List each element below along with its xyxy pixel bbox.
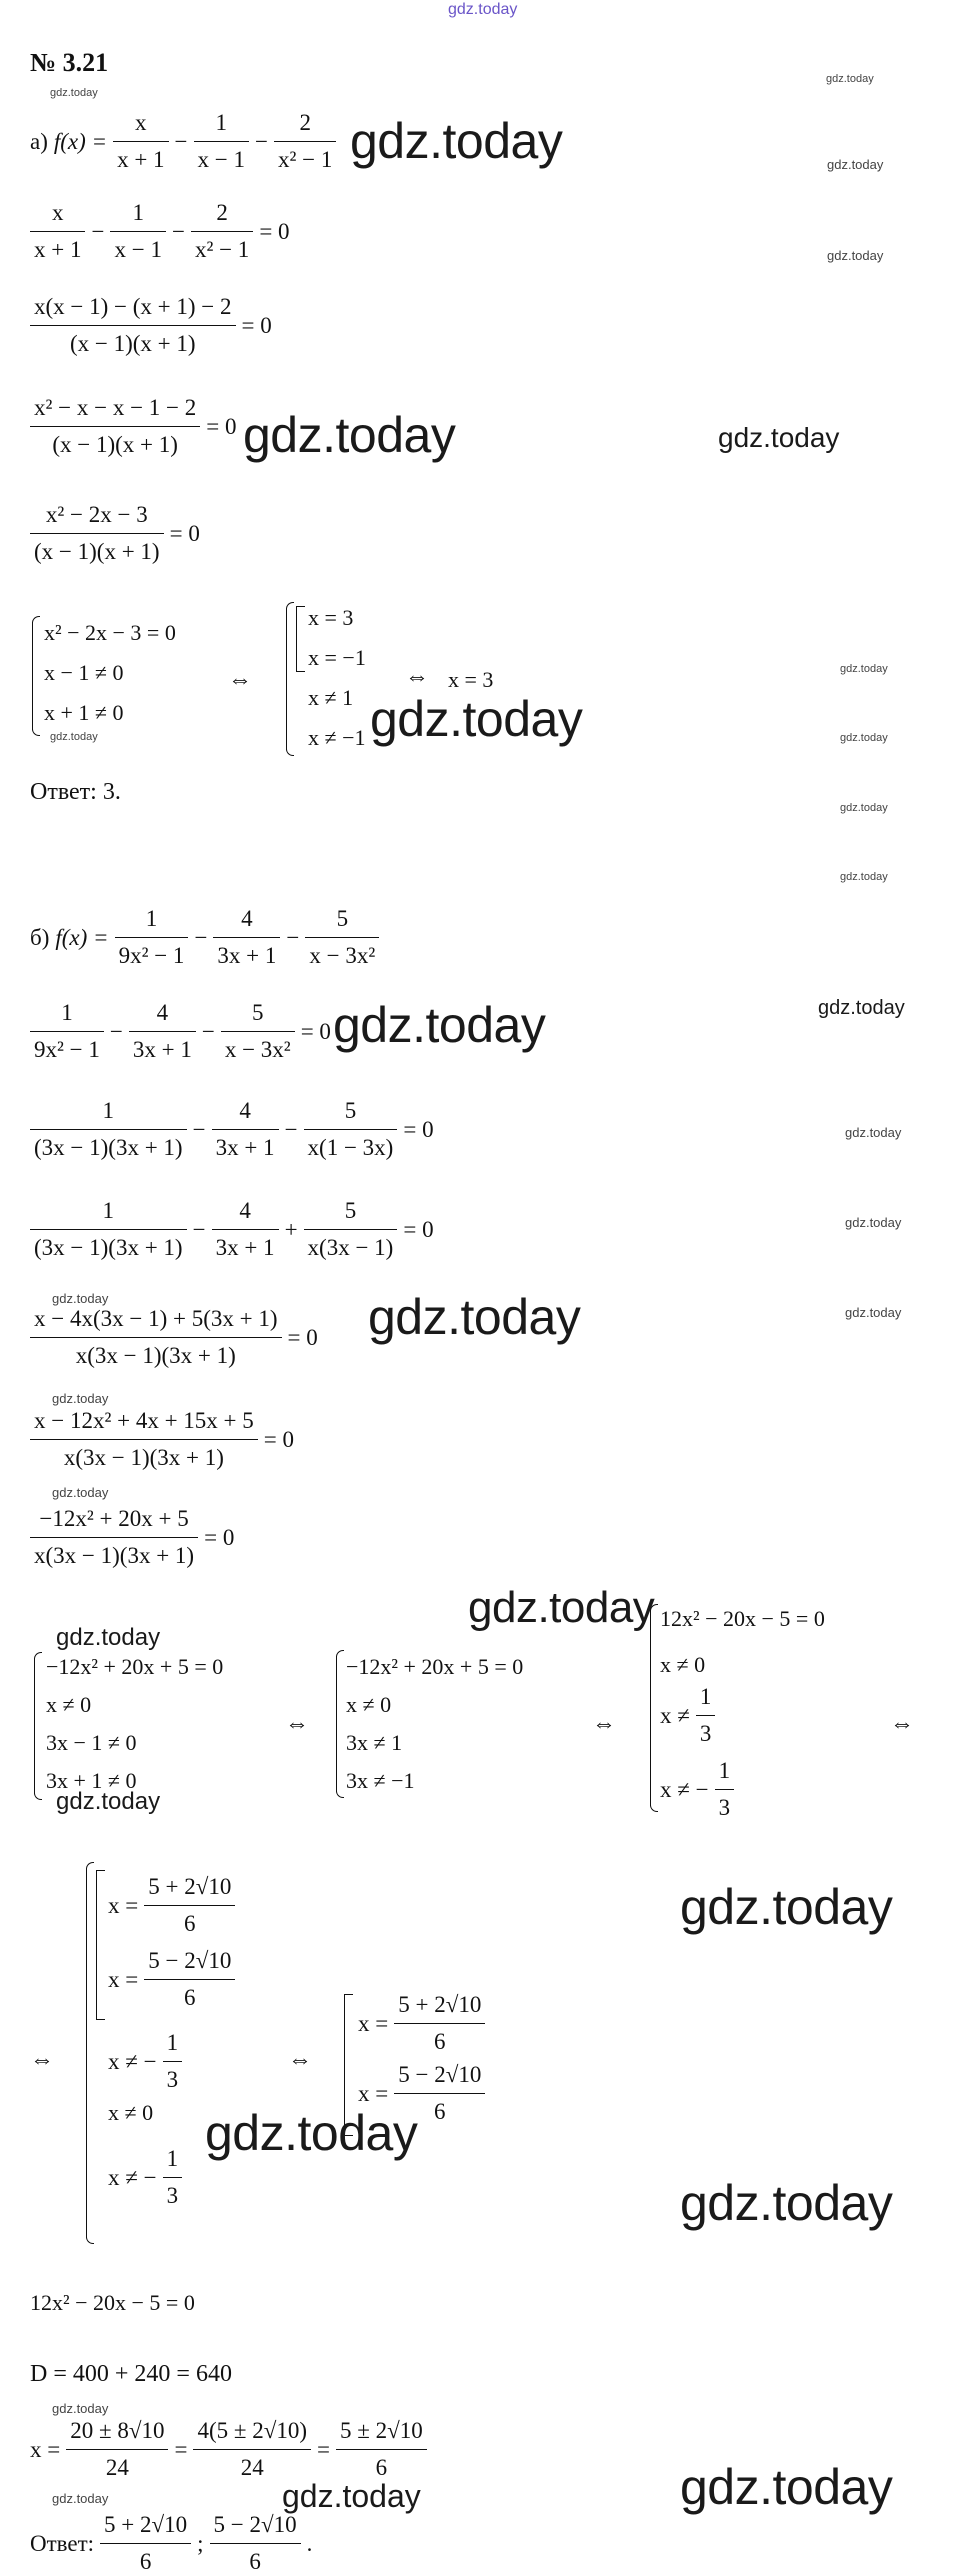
fraction: $\frac{1}{x - 1}$: [194, 110, 249, 173]
collection-bracket: [96, 1870, 105, 2020]
watermark-large: gdz.today: [680, 2459, 893, 2515]
watermark-large: gdz.today: [205, 2105, 418, 2161]
watermark: gdz.today: [52, 2401, 109, 2416]
part-b-step5: $\frac{\text{x − 12x² + 4x + 15x + 5}}{x(3x - 1)(3x + 1)}$ = 0: [30, 1408, 294, 1471]
answer-a: Ответ: 3.: [30, 779, 121, 805]
watermark: gdz.today: [840, 802, 888, 814]
watermark-large: gdz.today: [368, 1289, 581, 1345]
part-a-function: а) f(x) = $\frac{x}{x + 1}$ − $\frac{1}{x - 1}$ − $\frac{2}{\text{x² − 1}}$: [30, 110, 336, 173]
watermark: gdz.today: [840, 663, 888, 675]
watermark-large: gdz.today: [680, 2175, 893, 2231]
watermark-large: gdz.today: [350, 113, 563, 169]
watermark-large: gdz.today: [243, 407, 456, 463]
system-brace: [336, 1656, 337, 1792]
part-b-step2: $\frac{1}{(3x - 1)(3x + 1)}$ − $\frac{4}{3x + 1}$ − $\frac{5}{x(1 - 3x)}$ = 0: [30, 1098, 434, 1161]
collection-bracket: [296, 606, 305, 672]
part-a-equation: $\frac{x}{x + 1}$ − $\frac{1}{x - 1}$ − $\frac{2}{\text{x² − 1}}$ = 0: [30, 200, 290, 263]
watermark: gdz.today: [818, 997, 905, 1019]
condition: x ≠ − $\frac{1}{3}$: [108, 2146, 182, 2209]
discriminant: D = 400 + 240 = 640: [30, 2361, 232, 2387]
system-line: x² − 2x − 3 = 0: [44, 620, 176, 645]
system-brace: [32, 622, 33, 730]
root: x = $\frac{5 - 2√10}{6}$: [108, 1948, 235, 2011]
system-line: x − 1 ≠ 0: [44, 660, 124, 685]
root: x = $\frac{5 - 2√10}{6}$: [358, 2062, 485, 2125]
part-a-step2: $\frac{x(x - 1) - (x + 1) - 2}{(x - 1)(x + 1)}$ = 0: [30, 294, 272, 357]
watermark-large: gdz.today: [370, 691, 583, 747]
equivalence-arrow: ⇔: [228, 667, 252, 693]
watermark: gdz.today: [840, 732, 888, 744]
problem-title: № 3.21: [30, 48, 109, 77]
system-brace: [86, 1868, 87, 2238]
root: x = $\frac{5 + 2√10}{6}$: [108, 1874, 235, 1937]
watermark: gdz.today: [827, 248, 884, 263]
root-formula: x = $\frac{20 \pm 8√10}{24}$ = $\frac{4(5 \pm 2√10)}{24}$ = $\frac{5 \pm 2√10}{6}$: [30, 2418, 427, 2481]
watermark: gdz.today: [52, 1391, 109, 1406]
watermark: gdz.today: [52, 2491, 109, 2506]
watermark: gdz.today: [52, 1291, 109, 1306]
system-brace: [286, 608, 287, 750]
system-brace: [650, 1610, 651, 1806]
part-a-label: а): [30, 128, 48, 154]
quadratic: 12x² − 20x − 5 = 0: [30, 2290, 195, 2315]
fx-label: f(x) =: [53, 128, 108, 154]
watermark: gdz.today: [845, 1215, 902, 1230]
part-b-step6: $\frac{\text{−12x² + 20x + 5}}{x(3x - 1)(3x + 1)}$ = 0: [30, 1506, 234, 1569]
fraction: $\frac{2}{\text{x² − 1}}$: [274, 110, 336, 173]
condition: x ≠ − $\frac{1}{3}$: [108, 2030, 182, 2093]
watermark: gdz.today: [50, 87, 98, 99]
part-b-step3: $\frac{1}{(3x - 1)(3x + 1)}$ − $\frac{4}{3x + 1}$ + $\frac{5}{x(3x - 1)}$ = 0: [30, 1198, 434, 1261]
watermark: gdz.today: [56, 1624, 161, 1651]
fraction: $\frac{x}{x + 1}$: [113, 110, 168, 173]
top-watermark[interactable]: gdz.today: [448, 1, 518, 18]
part-a-step4: $\frac{\text{x² − 2x − 3}}{(x - 1)(x + 1)}$ = 0: [30, 502, 200, 565]
system-line: x + 1 ≠ 0: [44, 700, 124, 725]
part-a-step3: $\frac{\text{x² − x − x − 1 − 2}}{(x - 1)(x + 1)}$ = 0: [30, 395, 237, 458]
watermark: gdz.today: [50, 731, 98, 743]
watermark: gdz.today: [718, 422, 840, 453]
watermark: gdz.today: [845, 1305, 902, 1320]
watermark: gdz.today: [826, 73, 874, 85]
watermark: gdz.today: [827, 157, 884, 172]
watermark-large: gdz.today: [680, 1879, 893, 1935]
part-b-function: б) f(x) = $\frac{1}{\text{9x² − 1}}$ − $\frac{4}{3x + 1}$ − $\frac{5}{\text{x − 3x²}}$: [30, 906, 379, 969]
result: x = 3: [448, 667, 494, 692]
root: x = $\frac{5 + 2√10}{6}$: [358, 1992, 485, 2055]
part-b-equation: $\frac{1}{\text{9x² − 1}}$ − $\frac{4}{3x + 1}$ − $\frac{5}{\text{x − 3x²}}$ = 0: [30, 1000, 331, 1063]
watermark: gdz.today: [845, 1125, 902, 1140]
condition: x ≠ $\frac{1}{3}$: [660, 1684, 715, 1747]
answer-b: Ответ: $\frac{5 + 2√10}{6}$ ; $\frac{5 - 2√10}{6}$ .: [30, 2512, 313, 2574]
watermark: gdz.today: [52, 1485, 109, 1500]
watermark: gdz.today: [840, 871, 888, 883]
watermark-large: gdz.today: [468, 1583, 655, 1632]
part-b-step4: $\frac{x - 4x(3x - 1) + 5(3x + 1)}{x(3x - 1)(3x + 1)}$ = 0: [30, 1306, 318, 1369]
watermark: gdz.today: [56, 1788, 161, 1815]
system-brace: [34, 1658, 35, 1794]
watermark: gdz.today: [282, 2478, 421, 2514]
watermark-large: gdz.today: [333, 997, 546, 1053]
condition: x ≠ − $\frac{1}{3}$: [660, 1758, 734, 1821]
